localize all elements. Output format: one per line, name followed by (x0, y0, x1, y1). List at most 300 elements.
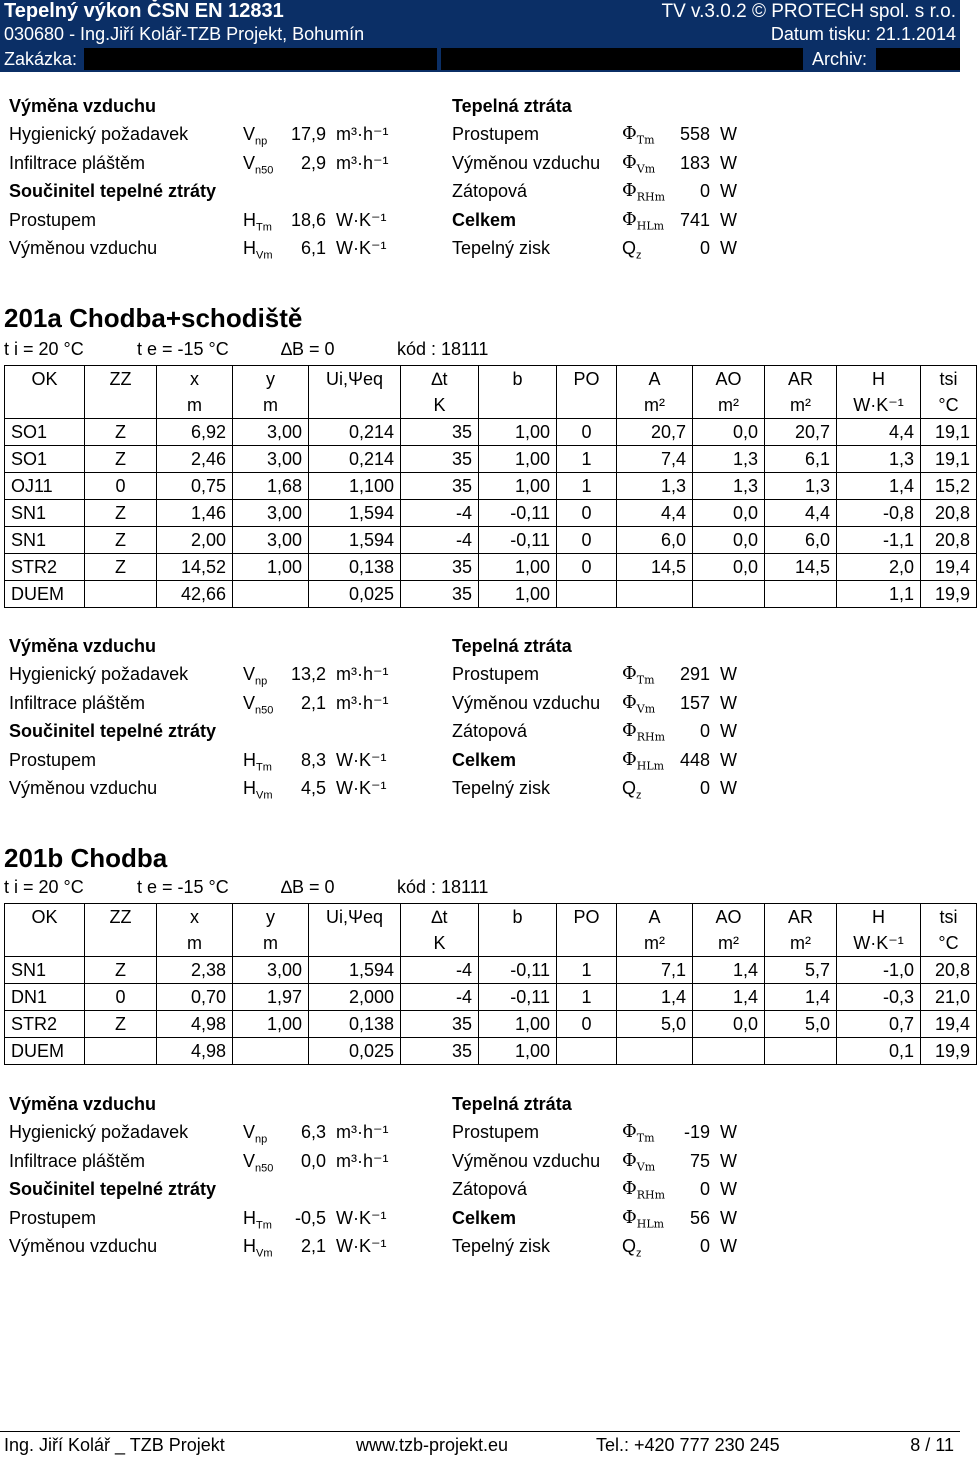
table-cell: 7,4 (617, 446, 693, 473)
unit-flow: m³·h⁻¹ (336, 124, 389, 145)
table-cell: -4 (401, 500, 479, 527)
phi-tm-value: 291 (679, 664, 710, 685)
table-cell: 2,0 (837, 554, 921, 581)
table-cell: 0 (85, 473, 157, 500)
unit-wk: W·K⁻¹ (336, 749, 387, 770)
footer-author: Ing. Jiří Kolář _ TZB Projekt (4, 1435, 225, 1455)
table-cell (765, 581, 837, 608)
unit-w: W (720, 664, 737, 685)
column-unit (479, 930, 557, 957)
table-cell: 35 (401, 419, 479, 446)
room-title: 201a Chodba+schodiště (4, 303, 303, 333)
heat-loss-heading: Tepelná ztráta (452, 1094, 572, 1114)
heat-loss-heading: Tepelná ztráta (452, 96, 572, 116)
column-header: x (157, 366, 233, 393)
column-unit: m² (617, 392, 693, 419)
hvm-label: Výměnou vzduchu (9, 777, 158, 798)
phi-tm-value: 558 (679, 124, 710, 145)
unit-wk: W·K⁻¹ (336, 1235, 387, 1256)
table-cell: 6,92 (157, 419, 233, 446)
table-cell: 0,0 (693, 554, 765, 581)
unit-w: W (720, 1150, 737, 1171)
table-cell: 1,00 (479, 1011, 557, 1038)
summary-block-room2 (0, 1090, 960, 1260)
column-unit: m² (693, 930, 765, 957)
unit-w: W (720, 1207, 737, 1228)
table-cell: 20,7 (765, 419, 837, 446)
vnp-symbol: $V_{np}$ (243, 664, 268, 688)
phi-rhm-label: Zátopová (452, 1179, 528, 1200)
htm-symbol: $H_{Tm}$ (243, 749, 272, 774)
table-cell: 42,66 (157, 581, 233, 608)
table-cell: 14,5 (765, 554, 837, 581)
column-unit: m (233, 392, 309, 419)
phi-vm-value: 183 (679, 152, 710, 173)
phi-tm-value: -19 (683, 1122, 710, 1143)
phi-hlm-symbol: $\Phi_{HLm}$ (622, 1206, 665, 1231)
table-cell: 20,8 (921, 500, 977, 527)
phi-tm-symbol: $\Phi_{Tm}$ (622, 1121, 655, 1145)
table-cell: 1 (557, 957, 617, 984)
table-cell: Z (85, 500, 157, 527)
table-cell: 0,1 (837, 1038, 921, 1065)
vn50-symbol: $V_{n50}$ (243, 1150, 274, 1175)
column-header: AO (693, 904, 765, 931)
column-unit: W·K⁻¹ (837, 392, 921, 419)
table-cell: 1,4 (837, 473, 921, 500)
hvm-value: 2,1 (300, 1235, 326, 1256)
column-header: tsi (921, 366, 977, 393)
table-cell: Z (85, 527, 157, 554)
table-cell (233, 1038, 309, 1065)
unit-w: W (720, 692, 737, 713)
qz-value: 0 (699, 1235, 710, 1256)
table-cell: -4 (401, 527, 479, 554)
table-cell: 1,100 (309, 473, 401, 500)
table-cell: 0,138 (309, 1011, 401, 1038)
table-cell: 35 (401, 1038, 479, 1065)
infiltration-label: Infiltrace pláštěm (9, 1150, 146, 1171)
phi-hlm-label: Celkem (452, 209, 517, 230)
unit-w: W (720, 1179, 737, 1200)
unit-w: W (720, 1235, 737, 1256)
table-cell: 3,00 (233, 419, 309, 446)
table-cell: 1,00 (233, 554, 309, 581)
exterior-temp: t e = -15 °C (137, 339, 229, 359)
unit-flow: m³·h⁻¹ (336, 664, 389, 685)
unit-w: W (720, 181, 737, 202)
table-cell (617, 581, 693, 608)
column-header: A (617, 904, 693, 931)
header-order-bar (0, 46, 960, 72)
unit-w: W (720, 749, 737, 770)
coefficient-heading: Součinitel tepelné ztráty (9, 1179, 217, 1200)
phi-vm-label: Výměnou vzduchu (452, 152, 601, 173)
column-unit: m (233, 930, 309, 957)
table-cell: 19,4 (921, 554, 977, 581)
htm-label: Prostupem (9, 749, 97, 770)
vn50-value: 0,0 (300, 1150, 326, 1171)
table-cell: 1,00 (479, 554, 557, 581)
table-cell: -4 (401, 984, 479, 1011)
htm-symbol: $H_{Tm}$ (243, 1207, 272, 1232)
column-header: AO (693, 366, 765, 393)
table-cell: 19,1 (921, 446, 977, 473)
table-cell: DUEM (5, 581, 85, 608)
table-cell: 6,1 (765, 446, 837, 473)
hvm-symbol: $H_{Vm}$ (243, 1235, 273, 1260)
unit-w: W (720, 209, 737, 230)
phi-rhm-value: 0 (699, 181, 710, 202)
structures-table (4, 365, 977, 608)
delta-b: ∆B = 0 (281, 339, 335, 359)
phi-hlm-value: 56 (689, 1207, 710, 1228)
coefficient-heading: Součinitel tepelné ztráty (9, 721, 217, 742)
phi-rhm-value: 0 (699, 721, 710, 742)
interior-temp: t i = 20 °C (4, 877, 84, 897)
table-cell (557, 581, 617, 608)
table-cell: 1,97 (233, 984, 309, 1011)
phi-hlm-label: Celkem (452, 749, 517, 770)
table-cell: Z (85, 554, 157, 581)
room-parameters (4, 336, 904, 362)
column-unit: m (157, 930, 233, 957)
table-cell: Z (85, 446, 157, 473)
project-line: 030680 - Ing.Jiří Kolář-TZB Projekt, Bohumín (4, 24, 365, 44)
column-unit: m² (765, 930, 837, 957)
phi-vm-label: Výměnou vzduchu (452, 692, 601, 713)
table-cell: 4,98 (157, 1011, 233, 1038)
column-header: y (233, 904, 309, 931)
htm-symbol: $H_{Tm}$ (243, 209, 272, 234)
column-unit: m (157, 392, 233, 419)
table-cell: DN1 (5, 984, 85, 1011)
structures-table (4, 903, 977, 1065)
table-units-row (5, 930, 977, 957)
table-cell: 0,214 (309, 419, 401, 446)
table-cell: 1,4 (693, 957, 765, 984)
table-row (5, 1038, 977, 1065)
room-code: kód : 18111 (397, 877, 489, 897)
hvm-symbol: $H_{Vm}$ (243, 777, 273, 802)
unit-flow: m³·h⁻¹ (336, 1122, 389, 1143)
table-cell: -4 (401, 957, 479, 984)
phi-vm-symbol: $\Phi_{Vm}$ (622, 1149, 656, 1174)
table-cell: 1 (557, 446, 617, 473)
infiltration-label: Infiltrace pláštěm (9, 152, 146, 173)
hygienic-label: Hygienický požadavek (9, 664, 189, 685)
unit-w: W (720, 124, 737, 145)
vn50-symbol: $V_{n50}$ (243, 152, 274, 177)
table-cell: 0,025 (309, 581, 401, 608)
table-row (5, 1011, 977, 1038)
table-cell: 3,00 (233, 527, 309, 554)
unit-wk: W·K⁻¹ (336, 209, 387, 230)
table-cell: 0,025 (309, 1038, 401, 1065)
vnp-value: 6,3 (300, 1122, 326, 1143)
delta-b: ∆B = 0 (281, 877, 335, 897)
archive-redacted-box (876, 48, 960, 70)
table-cell (693, 1038, 765, 1065)
table-row (5, 527, 977, 554)
table-cell: -0,3 (837, 984, 921, 1011)
table-cell: 0,0 (693, 419, 765, 446)
software-version: TV v.3.0.2 © PROTECH spol. s r.o. (661, 1, 956, 22)
column-unit: K (401, 392, 479, 419)
room-code: kód : 18111 (397, 339, 489, 359)
table-cell: 35 (401, 581, 479, 608)
column-header: b (479, 904, 557, 931)
column-unit: m² (617, 930, 693, 957)
table-cell: 5,7 (765, 957, 837, 984)
table-cell: -0,11 (479, 984, 557, 1011)
table-cell (557, 1038, 617, 1065)
table-cell: 5,0 (765, 1011, 837, 1038)
column-unit (309, 392, 401, 419)
table-cell: 35 (401, 473, 479, 500)
column-unit (479, 392, 557, 419)
table-cell: 1,3 (693, 446, 765, 473)
table-cell: 35 (401, 1011, 479, 1038)
table-cell: 0 (85, 984, 157, 1011)
footer-rule (0, 1431, 960, 1432)
table-cell (233, 581, 309, 608)
table-row (5, 581, 977, 608)
phi-hlm-value: 741 (679, 209, 710, 230)
unit-wk: W·K⁻¹ (336, 1207, 387, 1228)
column-header: Ui,Ψeq (309, 904, 401, 931)
column-unit (85, 392, 157, 419)
hvm-value: 6,1 (300, 237, 326, 258)
table-row (5, 984, 977, 1011)
phi-hlm-symbol: $\Phi_{HLm}$ (622, 748, 665, 773)
interior-temp: t i = 20 °C (4, 339, 84, 359)
coefficient-heading: Součinitel tepelné ztráty (9, 181, 217, 202)
table-cell: 1,46 (157, 500, 233, 527)
column-header: ZZ (85, 366, 157, 393)
table-cell: 14,5 (617, 554, 693, 581)
table-cell: STR2 (5, 554, 85, 581)
table-cell: Z (85, 957, 157, 984)
table-cell (617, 1038, 693, 1065)
table-cell: 1,3 (837, 446, 921, 473)
qz-value: 0 (699, 777, 710, 798)
table-cell: 0,0 (693, 500, 765, 527)
vnp-symbol: $V_{np}$ (243, 1122, 268, 1146)
table-cell: 21,0 (921, 984, 977, 1011)
ventilation-heading: Výměna vzduchu (9, 636, 157, 656)
table-cell: 19,1 (921, 419, 977, 446)
unit-flow: m³·h⁻¹ (336, 692, 389, 713)
qz-symbol: $Q_z$ (622, 237, 642, 262)
column-header: x (157, 904, 233, 931)
table-cell: SN1 (5, 500, 85, 527)
table-cell: SN1 (5, 957, 85, 984)
htm-label: Prostupem (9, 209, 97, 230)
column-unit: m² (693, 392, 765, 419)
table-cell: 5,0 (617, 1011, 693, 1038)
table-cell (85, 1038, 157, 1065)
column-header: H (837, 366, 921, 393)
column-header: PO (557, 904, 617, 931)
table-cell: -1,0 (837, 957, 921, 984)
hvm-label: Výměnou vzduchu (9, 237, 158, 258)
table-cell: 1,3 (617, 473, 693, 500)
unit-wk: W·K⁻¹ (336, 237, 387, 258)
table-cell: OJ11 (5, 473, 85, 500)
order-label: Zakázka: (4, 49, 78, 69)
unit-flow: m³·h⁻¹ (336, 152, 389, 173)
archive-label: Archiv: (812, 49, 868, 69)
table-header-row (5, 366, 977, 393)
order-redacted-box-2 (441, 48, 803, 70)
table-cell: 1,3 (765, 473, 837, 500)
table-cell: 14,52 (157, 554, 233, 581)
phi-rhm-value: 0 (699, 1179, 710, 1200)
column-header: tsi (921, 904, 977, 931)
table-units-row (5, 392, 977, 419)
table-cell: Z (85, 419, 157, 446)
phi-vm-value: 157 (679, 692, 710, 713)
phi-tm-label: Prostupem (452, 664, 540, 685)
hygienic-label: Hygienický požadavek (9, 1122, 189, 1143)
phi-rhm-label: Zátopová (452, 181, 528, 202)
column-unit (309, 930, 401, 957)
table-cell: 1,3 (693, 473, 765, 500)
table-cell: 0,214 (309, 446, 401, 473)
table-cell: 0 (557, 500, 617, 527)
table-cell: 0,0 (693, 527, 765, 554)
footer-website[interactable]: www.tzb-projekt.eu (356, 1435, 509, 1455)
unit-w: W (720, 777, 737, 798)
table-cell: 1,68 (233, 473, 309, 500)
phi-tm-label: Prostupem (452, 1122, 540, 1143)
qz-symbol: $Q_z$ (622, 1235, 642, 1260)
table-cell: 20,7 (617, 419, 693, 446)
table-cell: 19,4 (921, 1011, 977, 1038)
htm-label: Prostupem (9, 1207, 97, 1228)
table-cell: 4,4 (617, 500, 693, 527)
htm-value: -0,5 (294, 1207, 326, 1228)
header-project-bar (0, 23, 960, 46)
unit-w: W (720, 237, 737, 258)
header-title-bar (0, 0, 960, 23)
table-row (5, 554, 977, 581)
table-cell: 1,00 (233, 1011, 309, 1038)
table-cell: 1,4 (765, 984, 837, 1011)
table-cell: 19,9 (921, 581, 977, 608)
column-header: ∆t (401, 904, 479, 931)
column-unit: W·K⁻¹ (837, 930, 921, 957)
phi-rhm-symbol: $\Phi_{RHm}$ (622, 720, 666, 744)
table-cell: 2,46 (157, 446, 233, 473)
summary-block-room1 (0, 632, 960, 802)
vnp-symbol: $V_{np}$ (243, 124, 268, 148)
qz-label: Tepelný zisk (452, 237, 551, 258)
room-parameters (4, 874, 904, 900)
table-cell (693, 581, 765, 608)
column-unit (5, 392, 85, 419)
column-unit: K (401, 930, 479, 957)
column-header: A (617, 366, 693, 393)
table-cell: 1,594 (309, 957, 401, 984)
column-header: OK (5, 366, 85, 393)
column-unit: m² (765, 392, 837, 419)
table-cell: 2,38 (157, 957, 233, 984)
hygienic-label: Hygienický požadavek (9, 124, 189, 145)
htm-value: 8,3 (300, 749, 326, 770)
table-cell: 0,0 (693, 1011, 765, 1038)
exterior-temp: t e = -15 °C (137, 877, 229, 897)
column-unit: °C (921, 392, 977, 419)
table-cell: 35 (401, 554, 479, 581)
table-cell: 3,00 (233, 500, 309, 527)
table-cell: 20,8 (921, 957, 977, 984)
phi-hlm-label: Celkem (452, 1207, 517, 1228)
phi-tm-symbol: $\Phi_{Tm}$ (622, 663, 655, 687)
table-cell: 1,00 (479, 1038, 557, 1065)
column-unit (557, 930, 617, 957)
phi-rhm-label: Zátopová (452, 721, 528, 742)
hvm-value: 4,5 (300, 777, 326, 798)
phi-hlm-value: 448 (679, 749, 710, 770)
summary-block-previous (0, 92, 960, 262)
table-cell: 1,594 (309, 527, 401, 554)
table-cell: 6,0 (617, 527, 693, 554)
table-cell: 4,4 (837, 419, 921, 446)
document-title: Tepelný výkon ČSN EN 12831 (4, 0, 284, 22)
table-cell: 7,1 (617, 957, 693, 984)
column-header: H (837, 904, 921, 931)
table-cell (765, 1038, 837, 1065)
table-cell: 20,8 (921, 527, 977, 554)
column-header: OK (5, 904, 85, 931)
table-row (5, 957, 977, 984)
table-cell: 4,98 (157, 1038, 233, 1065)
order-redacted-box (84, 48, 437, 70)
unit-w: W (720, 721, 737, 742)
column-header: AR (765, 366, 837, 393)
table-row (5, 446, 977, 473)
phi-tm-label: Prostupem (452, 124, 540, 145)
table-cell: -0,8 (837, 500, 921, 527)
qz-value: 0 (699, 237, 710, 258)
column-header: ZZ (85, 904, 157, 931)
table-cell: 35 (401, 446, 479, 473)
ventilation-heading: Výměna vzduchu (9, 1094, 157, 1114)
column-unit (557, 392, 617, 419)
table-cell: 1,4 (617, 984, 693, 1011)
table-cell: 0 (557, 1011, 617, 1038)
table-cell: 0 (557, 419, 617, 446)
table-cell: 19,9 (921, 1038, 977, 1065)
unit-wk: W·K⁻¹ (336, 777, 387, 798)
table-cell: 6,0 (765, 527, 837, 554)
table-cell: 0,75 (157, 473, 233, 500)
footer (0, 1434, 960, 1456)
table-cell: DUEM (5, 1038, 85, 1065)
column-header: AR (765, 904, 837, 931)
page-number: 8 / 11 (910, 1435, 954, 1455)
table-cell: SO1 (5, 419, 85, 446)
table-cell: 1 (557, 984, 617, 1011)
table-cell: SO1 (5, 446, 85, 473)
table-cell: 15,2 (921, 473, 977, 500)
table-cell: 1,1 (837, 581, 921, 608)
table-cell: 0,70 (157, 984, 233, 1011)
column-header: y (233, 366, 309, 393)
phi-vm-symbol: $\Phi_{Vm}$ (622, 691, 656, 716)
